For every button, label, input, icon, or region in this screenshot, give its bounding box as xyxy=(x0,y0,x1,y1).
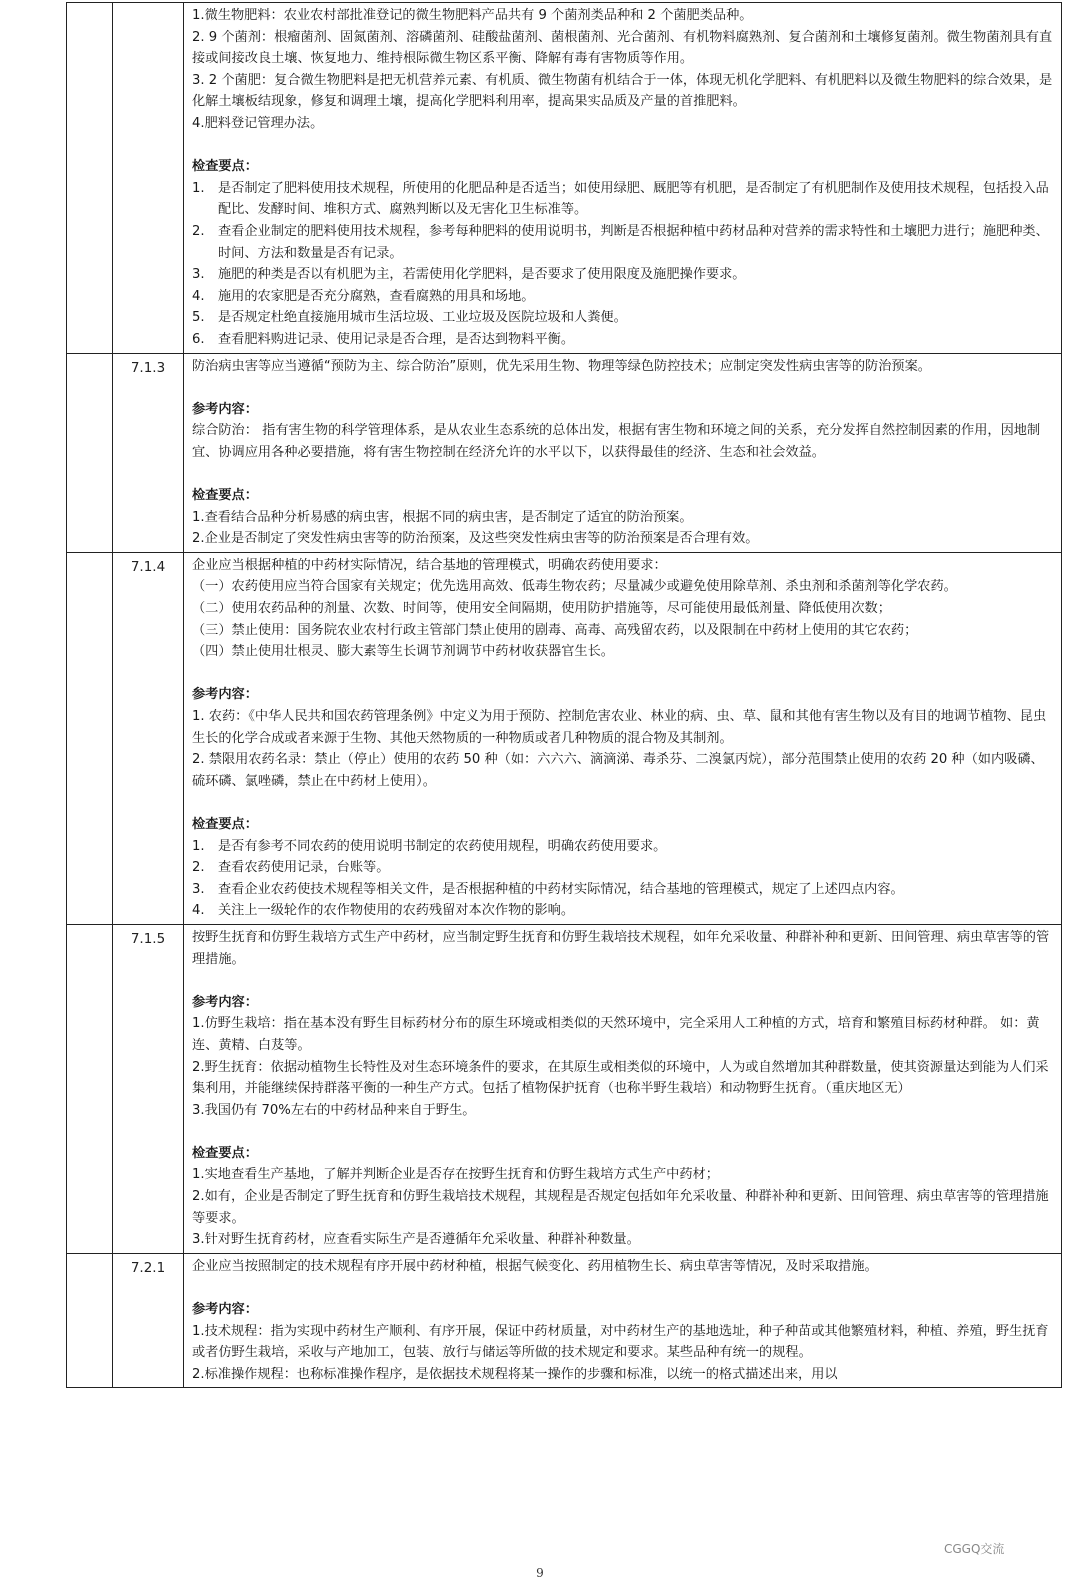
table-row xyxy=(67,1253,1062,1388)
paragraph: （二）使用农药品种的剂量、次数、时间等，使用安全间隔期，使用防护措施等，尽可能使用最低剂量、降低使用次数； xyxy=(192,601,891,617)
table-row xyxy=(67,924,1062,1253)
paragraph: 3.针对野生抚育药材，应查看实际生产是否遵循年允采收量、种群补种数量。 xyxy=(192,1232,640,1248)
list-item-text: 是否有参考不同农药的使用说明书制定的农药使用规程，明确农药使用要求。 xyxy=(218,838,667,854)
spacer xyxy=(192,1121,1053,1143)
paragraph: （三）禁止使用：国务院农业农村行政主管部门禁止使用的剧毒、高毒、高残留农药，以及限制在中药材上使用的其它农药； xyxy=(192,622,918,638)
paragraph: （四）禁止使用壮根灵、膨大素等生长调节剂调节中药材收获器官生长。 xyxy=(192,644,614,660)
spacer xyxy=(192,377,1053,399)
section-heading: 检查要点： xyxy=(192,488,258,504)
watermark: CGGQ交流 xyxy=(944,1542,1005,1556)
paragraph: 企业应当根据种植的中药材实际情况，结合基地的管理模式，明确农药使用要求： xyxy=(192,557,667,573)
paragraph: 1. 农药：《中华人民共和国农药管理条例》中定义为用于预防、控制危害农业、林业的病、虫、草、鼠和其他有害生物以及有目的地调节植物、昆虫生长的化学合成或者来源于生物、其他天然物质的一种物质或者几种物质的混合物及其制剂。 xyxy=(192,709,1047,746)
list-item xyxy=(192,307,1053,329)
clause-id-cell: 7.1.3 xyxy=(113,353,184,552)
table-row xyxy=(67,3,1062,354)
requirements-table xyxy=(66,2,1062,1388)
list-item xyxy=(192,879,1053,901)
list-item xyxy=(192,900,1053,922)
spacer xyxy=(192,135,1053,157)
paragraph: 2.野生抚育：依据动植物生长特性及对生态环境条件的要求，在其原生或相类似的环境中，人为或自然增加其种群数量，使其资源量达到能为人们采集利用，并能继续保持群落平衡的一种生产方式。包括了植物保护抚育（也称半野生栽培）和动物野生抚育。（重庆地区无） xyxy=(192,1059,1049,1097)
list-item xyxy=(192,178,1053,221)
paragraph: 4.肥料登记管理办法。 xyxy=(192,115,324,131)
clause-id-cell: 7.1.4 xyxy=(113,552,184,924)
list-item-text: 是否制定了肥料使用技术规程，所使用的化肥品种是否适当；如使用绿肥、厩肥等有机肥，是否制定了有机肥制作及使用技术规程，包括投入品配比、发酵时间、堆积方式、腐熟判断以及无害化卫生标准等。 xyxy=(218,180,1049,218)
spacer xyxy=(192,1277,1053,1299)
list-item-text: 施肥的种类是否以有机肥为主，若需使用化学肥料，是否要求了使用限度及施肥操作要求。 xyxy=(218,267,746,283)
section-heading: 检查要点： xyxy=(192,159,258,175)
section-cell xyxy=(67,3,113,354)
paragraph: 1.微生物肥料：农业农村部批准登记的微生物肥料产品共有 9 个菌剂类品种和 2 个菌肥类品种。 xyxy=(192,8,753,23)
section-cell xyxy=(67,924,113,1253)
list-item-text: 是否规定杜绝直接施用城市生活垃圾、工业垃圾及医院垃圾和人粪便。 xyxy=(218,310,627,326)
paragraph: 1.技术规程：指为实现中药材生产顺利、有序开展，保证中药材质量，对中药材生产的基地选址，种子种苗或其他繁殖材料，种植、养殖，野生抚育或者仿野生栽培，采收与产地加工，包装、放行与储运等所做的技术规定和要求。某些品种有统一的规程。 xyxy=(192,1323,1049,1361)
list-item xyxy=(192,286,1053,308)
table-row xyxy=(67,353,1062,552)
spacer xyxy=(192,463,1053,485)
list-item xyxy=(192,836,1053,858)
list-item-number: 4. xyxy=(192,288,205,304)
paragraph: 1.实地查看生产基地，了解并判断企业是否存在按野生抚育和仿野生栽培方式生产中药材； xyxy=(192,1167,719,1183)
list-item-text: 查看企业制定的肥料使用技术规程，参考每种肥料的使用说明书，判断是否根据种植中药材品种对营养的需求特性和土壤肥力进行；施肥种类、时间、方法和数量是否有记录。 xyxy=(218,223,1049,261)
list-item-number: 3. xyxy=(192,881,205,897)
paragraph: 2.企业是否制定了突发性病虫害等的防治预案，及这些突发性病虫害等的防治预案是否合理有效。 xyxy=(192,531,759,547)
section-heading: 检查要点： xyxy=(192,1145,258,1161)
section-heading: 参考内容： xyxy=(192,1302,258,1318)
clause-content-cell xyxy=(184,924,1062,1253)
section-cell xyxy=(67,353,113,552)
list-item-number: 5. xyxy=(192,310,205,326)
list-item-number: 1. xyxy=(192,180,205,196)
clause-content-cell xyxy=(184,552,1062,924)
section-cell xyxy=(67,552,113,924)
document-frame xyxy=(66,2,1062,1590)
paragraph: 2.如有，企业是否制定了野生抚育和仿野生栽培技术规程，其规程是否规定包括如年允采收量、种群补种和更新、田间管理、病虫草害等的管理措施等要求。 xyxy=(192,1189,1049,1226)
list-item-text: 施用的农家肥是否充分腐熟，查看腐熟的用具和场地。 xyxy=(218,288,535,304)
paragraph: （一）农药使用应当符合国家有关规定；优先选用高效、低毒生物农药；尽量减少或避免使用除草剂、杀虫剂和杀菌剂等化学农药。 xyxy=(192,579,957,595)
list-item xyxy=(192,264,1053,286)
table-row xyxy=(67,552,1062,924)
clause-id-cell xyxy=(113,3,184,354)
section-heading: 参考内容： xyxy=(192,994,258,1010)
list-item-number: 1. xyxy=(192,838,205,854)
clause-content-cell xyxy=(184,353,1062,552)
paragraph: 3.我国仍有 70%左右的中药材品种来自于野生。 xyxy=(192,1102,476,1118)
paragraph: 1.查看结合品种分析易感的病虫害，根据不同的病虫害，是否制定了适宜的防治预案。 xyxy=(192,509,693,525)
list-item-text: 查看肥料购进记录、使用记录是否合理，是否达到物料平衡。 xyxy=(218,331,575,347)
list-item xyxy=(192,857,1053,879)
list-item-text: 关注上一级轮作的农作物使用的农药残留对本次作物的影响。 xyxy=(218,903,575,919)
section-heading: 参考内容： xyxy=(192,687,258,703)
list-item-text: 查看农药使用记录，台账等。 xyxy=(218,860,390,876)
spacer xyxy=(192,970,1053,992)
list-item-text: 查看企业农药使技术规程等相关文件，是否根据种植的中药材实际情况，结合基地的管理模式，规定了上述四点内容。 xyxy=(218,881,904,897)
list-item-number: 2. xyxy=(192,860,205,876)
spacer xyxy=(192,792,1053,814)
section-heading: 参考内容： xyxy=(192,401,258,417)
paragraph: 2. 禁限用农药名录：禁止（停止）使用的农药 50 种（如：六六六、滴滴涕、毒杀芬、二溴氯丙烷），部分范围禁止使用的农药 20 种（如内吸磷、硫环磷、氯唑磷，禁止在中药材上使用）。 xyxy=(192,752,1044,789)
paragraph: 3. 2 个菌肥：复合微生物肥料是把无机营养元素、有机质、微生物菌有机结合于一体，体现无机化学肥料、有机肥料以及微生物肥料的综合效果，是化解土壤板结现象，修复和调理土壤，提高化学肥料利用率，提高果实品质及产量的首推肥料。 xyxy=(192,72,1053,110)
list-item xyxy=(192,221,1053,264)
paragraph: 防治病虫害等应当遵循“预防为主、综合防治”原则，优先采用生物、物理等绿色防控技术；应制定突发性病虫害等的防治预案。 xyxy=(192,358,931,374)
clause-content-cell xyxy=(184,3,1062,354)
list-item xyxy=(192,329,1053,351)
section-cell xyxy=(67,1253,113,1388)
paragraph: 2.标准操作规程：也称标准操作程序，是依据技术规程将某一操作的步骤和标准，以统一的格式描述出来，用以 xyxy=(192,1366,838,1382)
page-number: 9 xyxy=(536,1566,544,1580)
clause-content-cell xyxy=(184,1253,1062,1388)
list-item-number: 2. xyxy=(192,223,205,239)
paragraph: 1.仿野生栽培：指在基本没有野生目标药材分布的原生环境或相类似的天然环境中，完全采用人工种植的方式，培育和繁殖目标药材种群。 如：黄连、黄精、白芨等。 xyxy=(192,1016,1040,1053)
requirements-table-body xyxy=(67,3,1062,1388)
paragraph: 按野生抚育和仿野生栽培方式生产中药材，应当制定野生抚育和仿野生栽培技术规程，如年允采收量、种群补种和更新、田间管理、病虫草害等的管理措施。 xyxy=(192,929,1050,967)
clause-id-cell: 7.2.1 xyxy=(113,1253,184,1388)
paragraph: 综合防治： 指有害生物的科学管理体系，是从农业生态系统的总体出发，根据有害生物和环境之间的关系，充分发挥自然控制因素的作用，因地制宜、协调应用各种必要措施，将有害生物控制在经济允许的水平以下，以获得最佳的经济、生态和社会效益。 xyxy=(192,423,1041,460)
list-item-number: 3. xyxy=(192,267,205,283)
spacer xyxy=(192,663,1053,685)
clause-id-cell: 7.1.5 xyxy=(113,924,184,1253)
section-heading: 检查要点： xyxy=(192,816,258,832)
paragraph: 2. 9 个菌剂：根瘤菌剂、固氮菌剂、溶磷菌剂、硅酸盐菌剂、菌根菌剂、光合菌剂、有机物料腐熟剂、复合菌剂和土壤修复菌剂。微生物菌剂具有直接或间接改良土壤、恢复地力、维持根际微生物区系平衡、降解有毒有害物质等作用。 xyxy=(192,29,1053,67)
list-item-number: 6. xyxy=(192,331,205,347)
list-item-number: 4. xyxy=(192,903,205,919)
paragraph: 企业应当按照制定的技术规程有序开展中药材种植，根据气候变化、药用植物生长、病虫草害等情况，及时采取措施。 xyxy=(192,1258,878,1274)
